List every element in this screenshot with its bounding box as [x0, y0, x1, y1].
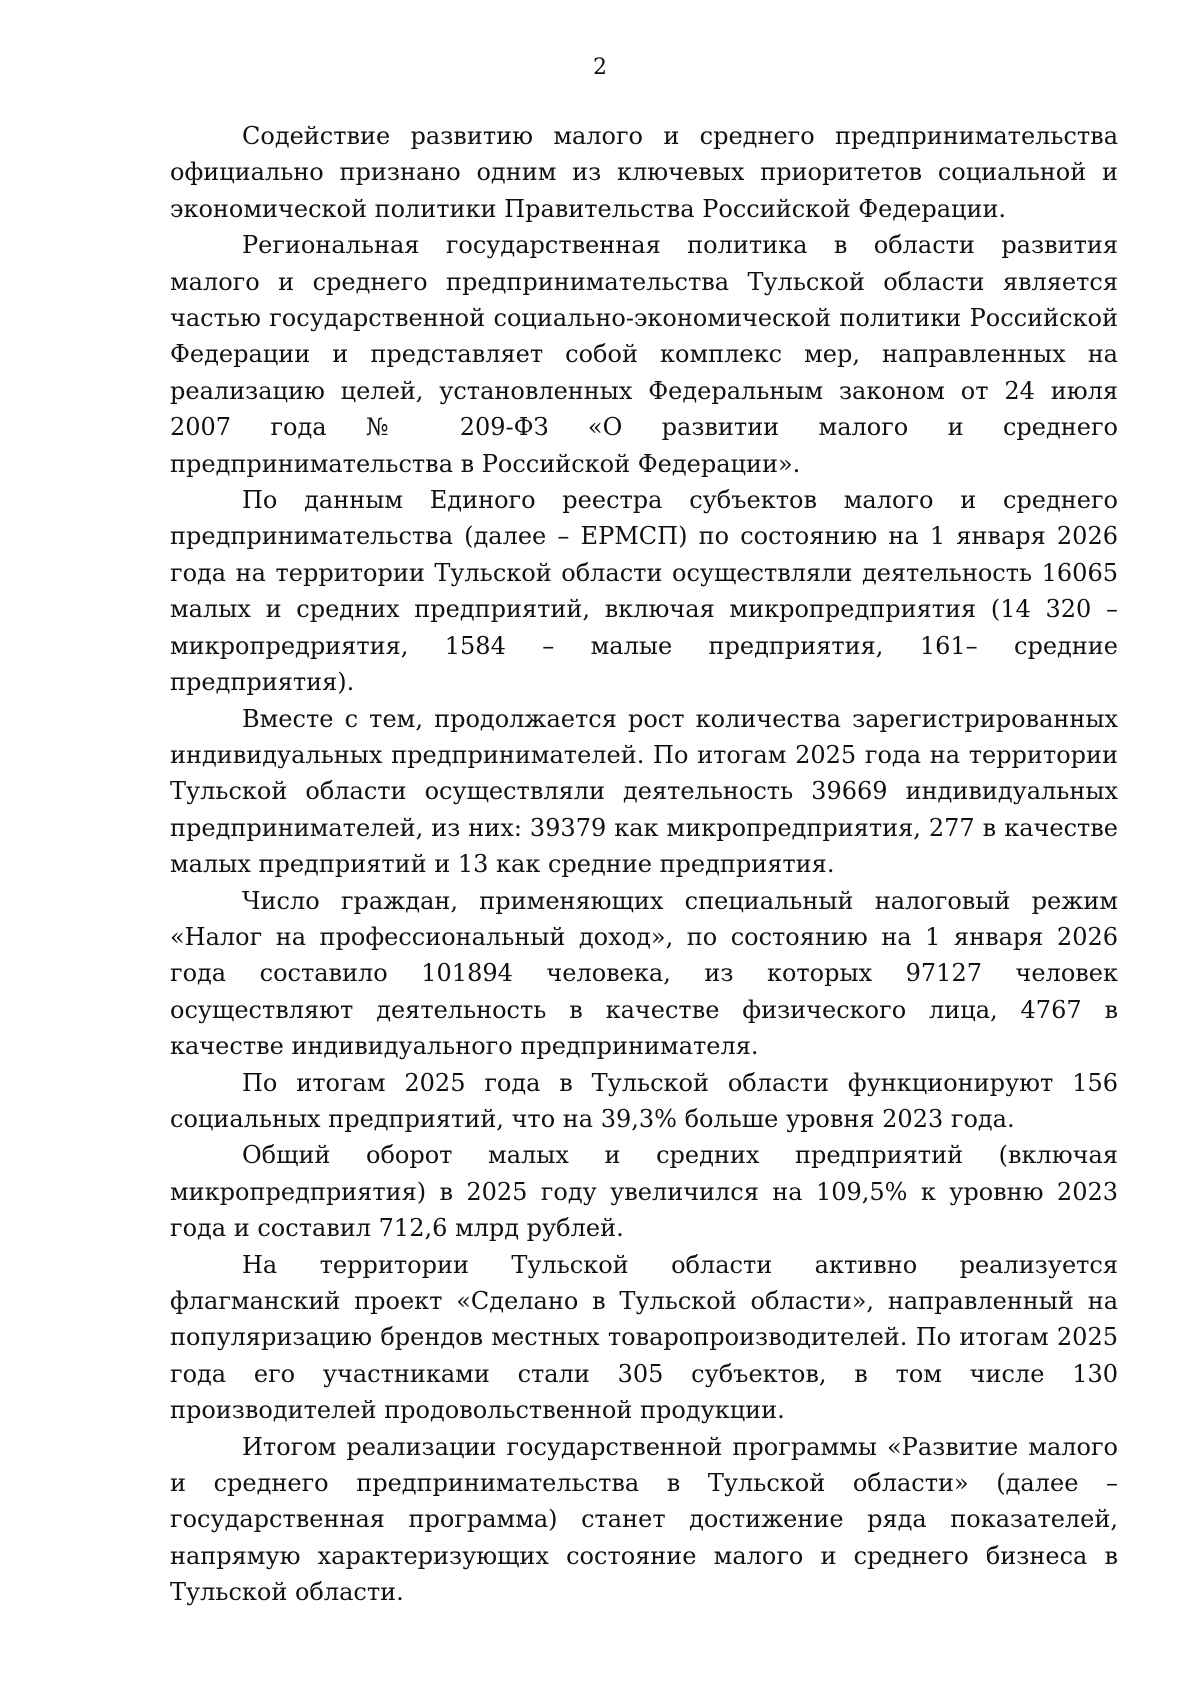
- paragraph-smb-priority: Содействие развитию малого и среднего предпринимательства официально признано одним из ключевых приоритетов социальной и экономической политики Правительства Российской Федерации.: [170, 122, 1118, 223]
- paragraph-social-enterprises: По итогам 2025 года в Тульской области функционируют 156 социальных предприятий, что на 39,3% больше уровня 2023 года.: [170, 1068, 1118, 1133]
- document-body: [170, 118, 1118, 1611]
- paragraph-turnover: Общий оборот малых и средних предприятий (включая микропредприятия) в 2025 году увеличился на 109,5% к уровню 2023 года и составил 712,6 млрд рублей.: [170, 1141, 1118, 1243]
- paragraph-regional-policy: Региональная государственная политика в области развития малого и среднего предпринимательства Тульской области является частью государственной социально-экономической политики Российской Федерации и представляет собой комплекс мер, направленных на реализацию целей, установленных Федеральным законом от 24 июля 2007 года № 209-ФЗ «О развитии малого и среднего предпринимательства в Российской Федерации».: [170, 231, 1118, 478]
- paragraph-entrepreneurs-growth: Вместе с тем, продолжается рост количества зарегистрированных индивидуальных предпринимателей. По итогам 2025 года на территории Тульской области осуществляли деятельность 39669 индивидуальных предпринимателей, из них: 39379 как микропредприятия, 277 в качестве малых предприятий и 13 как средние предприятия.: [170, 704, 1118, 879]
- paragraph-self-employed: Число граждан, применяющих специальный налоговый режим «Налог на профессиональный доход», по состоянию на 1 января 2026 года составило 101894 человека, из которых 97127 человек осуществляют деятельность в качестве физического лица, 4767 в качестве индивидуального предпринимателя.: [170, 886, 1118, 1061]
- paragraph-ermsp-data: По данным Единого реестра субъектов малого и среднего предпринимательства (далее – ЕРМСП) по состоянию на 1 января 2026 года на территории Тульской области осуществляли деятельность 16065 малых и средних предприятий, включая микропредприятия (14 320 – микропредриятия, 1584 – малые предприятия, 161– средние предприятия).: [170, 486, 1118, 697]
- paragraph-program-outcome: Итогом реализации государственной программы «Развитие малого и среднего предпринимательства в Тульской области» (далее – государственная программа) станет достижение ряда показателей, напрямую характеризующих состояние малого и среднего бизнеса в Тульской области.: [170, 1432, 1118, 1607]
- paragraph-flagship-project: На территории Тульской области активно реализуется флагманский проект «Сделано в Тульской области», направленный на популяризацию брендов местных товаропроизводителей. По итогам 2025 года его участниками стали 305 субъектов, в том числе 130 производителей продовольственной продукции.: [170, 1250, 1118, 1425]
- page-number: 2: [593, 55, 607, 80]
